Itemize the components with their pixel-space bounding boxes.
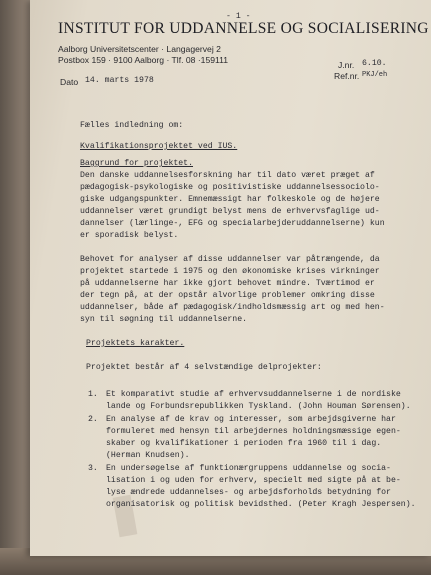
item-number: 3.	[88, 464, 98, 473]
item-line: organisatorisk og politisk bevidsthed. (Peter Kragh Jespersen).	[106, 500, 416, 509]
item-line: lyse ændrede uddannelses- og arbejdsforholds betydning for	[106, 488, 391, 497]
section2-heading: Projektets karakter.	[86, 339, 185, 348]
paragraph-line: uddannelser været grundigt belyst mens de erhvervsfaglige ud-	[80, 207, 380, 216]
jnr-value: 6.10.	[362, 59, 387, 68]
letterhead-address-line1: Aalborg Universitetscenter · Langagervej 2	[58, 44, 221, 54]
item-line: En analyse af de krav og interesser, som arbejdsgiverne har	[106, 415, 396, 424]
paragraph-line: syn til søgning til uddannelserne.	[80, 315, 248, 324]
letterhead-address-line2: Postbox 159 · 9100 Aalborg · Tlf. 08 ·159111	[58, 55, 229, 65]
section2-intro: Projektet består af 4 selvstændige delprojekter:	[86, 363, 322, 372]
item-line: lisation i og uden for erhverv, specielt med sigte på at be-	[106, 476, 401, 485]
item-1-text	[106, 389, 411, 413]
letterhead-title: INSTITUT FOR UDDANNELSE OG SOCIALISERING	[58, 20, 429, 37]
date-label: Dato	[60, 77, 79, 87]
date-value: 14. marts 1978	[85, 76, 154, 85]
subject-text: Kvalifikationsprojektet ved IUS.	[80, 142, 238, 151]
item-line: En undersøgelse af funktionærgruppens uddannelse og socia-	[106, 464, 391, 473]
paragraph-line: dannelser (lærlinge-, EFG og specialarbejderuddannelserne) kun	[80, 219, 385, 228]
paragraph-line: pædagogisk-psykologiske og positivistiske uddannelsessociolo-	[80, 183, 380, 192]
paragraph-line: uddannelser, både af pædagogisk/indholdsmæssig art og med hen-	[80, 303, 385, 312]
section1-paragraph	[80, 170, 385, 242]
section1b-paragraph	[80, 254, 385, 326]
item-number: 2.	[88, 415, 98, 424]
item-2-text	[106, 414, 401, 462]
paragraph-line: der tegn på, at der opstår alvorlige problemer omkring disse	[80, 291, 375, 300]
item-line: Et komparativt studie af erhvervsuddannelserne i de nordiske	[106, 390, 401, 399]
paragraph-line: er sporadisk belyst.	[80, 231, 179, 240]
ref-label: Ref.nr.	[334, 71, 360, 81]
item-line: formuleret med hensyn til arbejdernes holdningsmæssige egen-	[106, 427, 401, 436]
jnr-label: J.nr.	[338, 60, 355, 70]
intro-text: Fælles indledning om:	[80, 121, 184, 130]
item-line: lande og Forbundsrepublikken Tyskland. (John Houman Sørensen).	[106, 402, 411, 411]
paragraph-line: projektet startede i 1975 og den økonomiske krises virkninger	[80, 267, 380, 276]
document-page	[30, 0, 431, 556]
paragraph-line: på uddannelserne har ikke gjort behovet mindre. Tværtimod er	[80, 279, 375, 288]
paragraph-line: Den danske uddannelsesforskning har til dato været præget af	[80, 171, 375, 180]
item-3-text	[106, 463, 416, 511]
ref-value: PKJ/eh	[362, 71, 388, 79]
item-number: 1.	[88, 390, 98, 399]
paragraph-line: giske udgangspunkter. Emnemæssigt har folkeskole og de højere	[80, 195, 380, 204]
item-line: skaber og kvalifikationer i perioden fra 1960 til i dag.	[106, 439, 382, 448]
item-line: (Herman Knudsen).	[106, 451, 190, 460]
section1-heading: Baggrund for projektet.	[80, 159, 194, 168]
page-number: - 1 -	[226, 12, 251, 21]
paragraph-line: Behovet for analyser af disse uddannelser var påtrængende, da	[80, 255, 380, 264]
